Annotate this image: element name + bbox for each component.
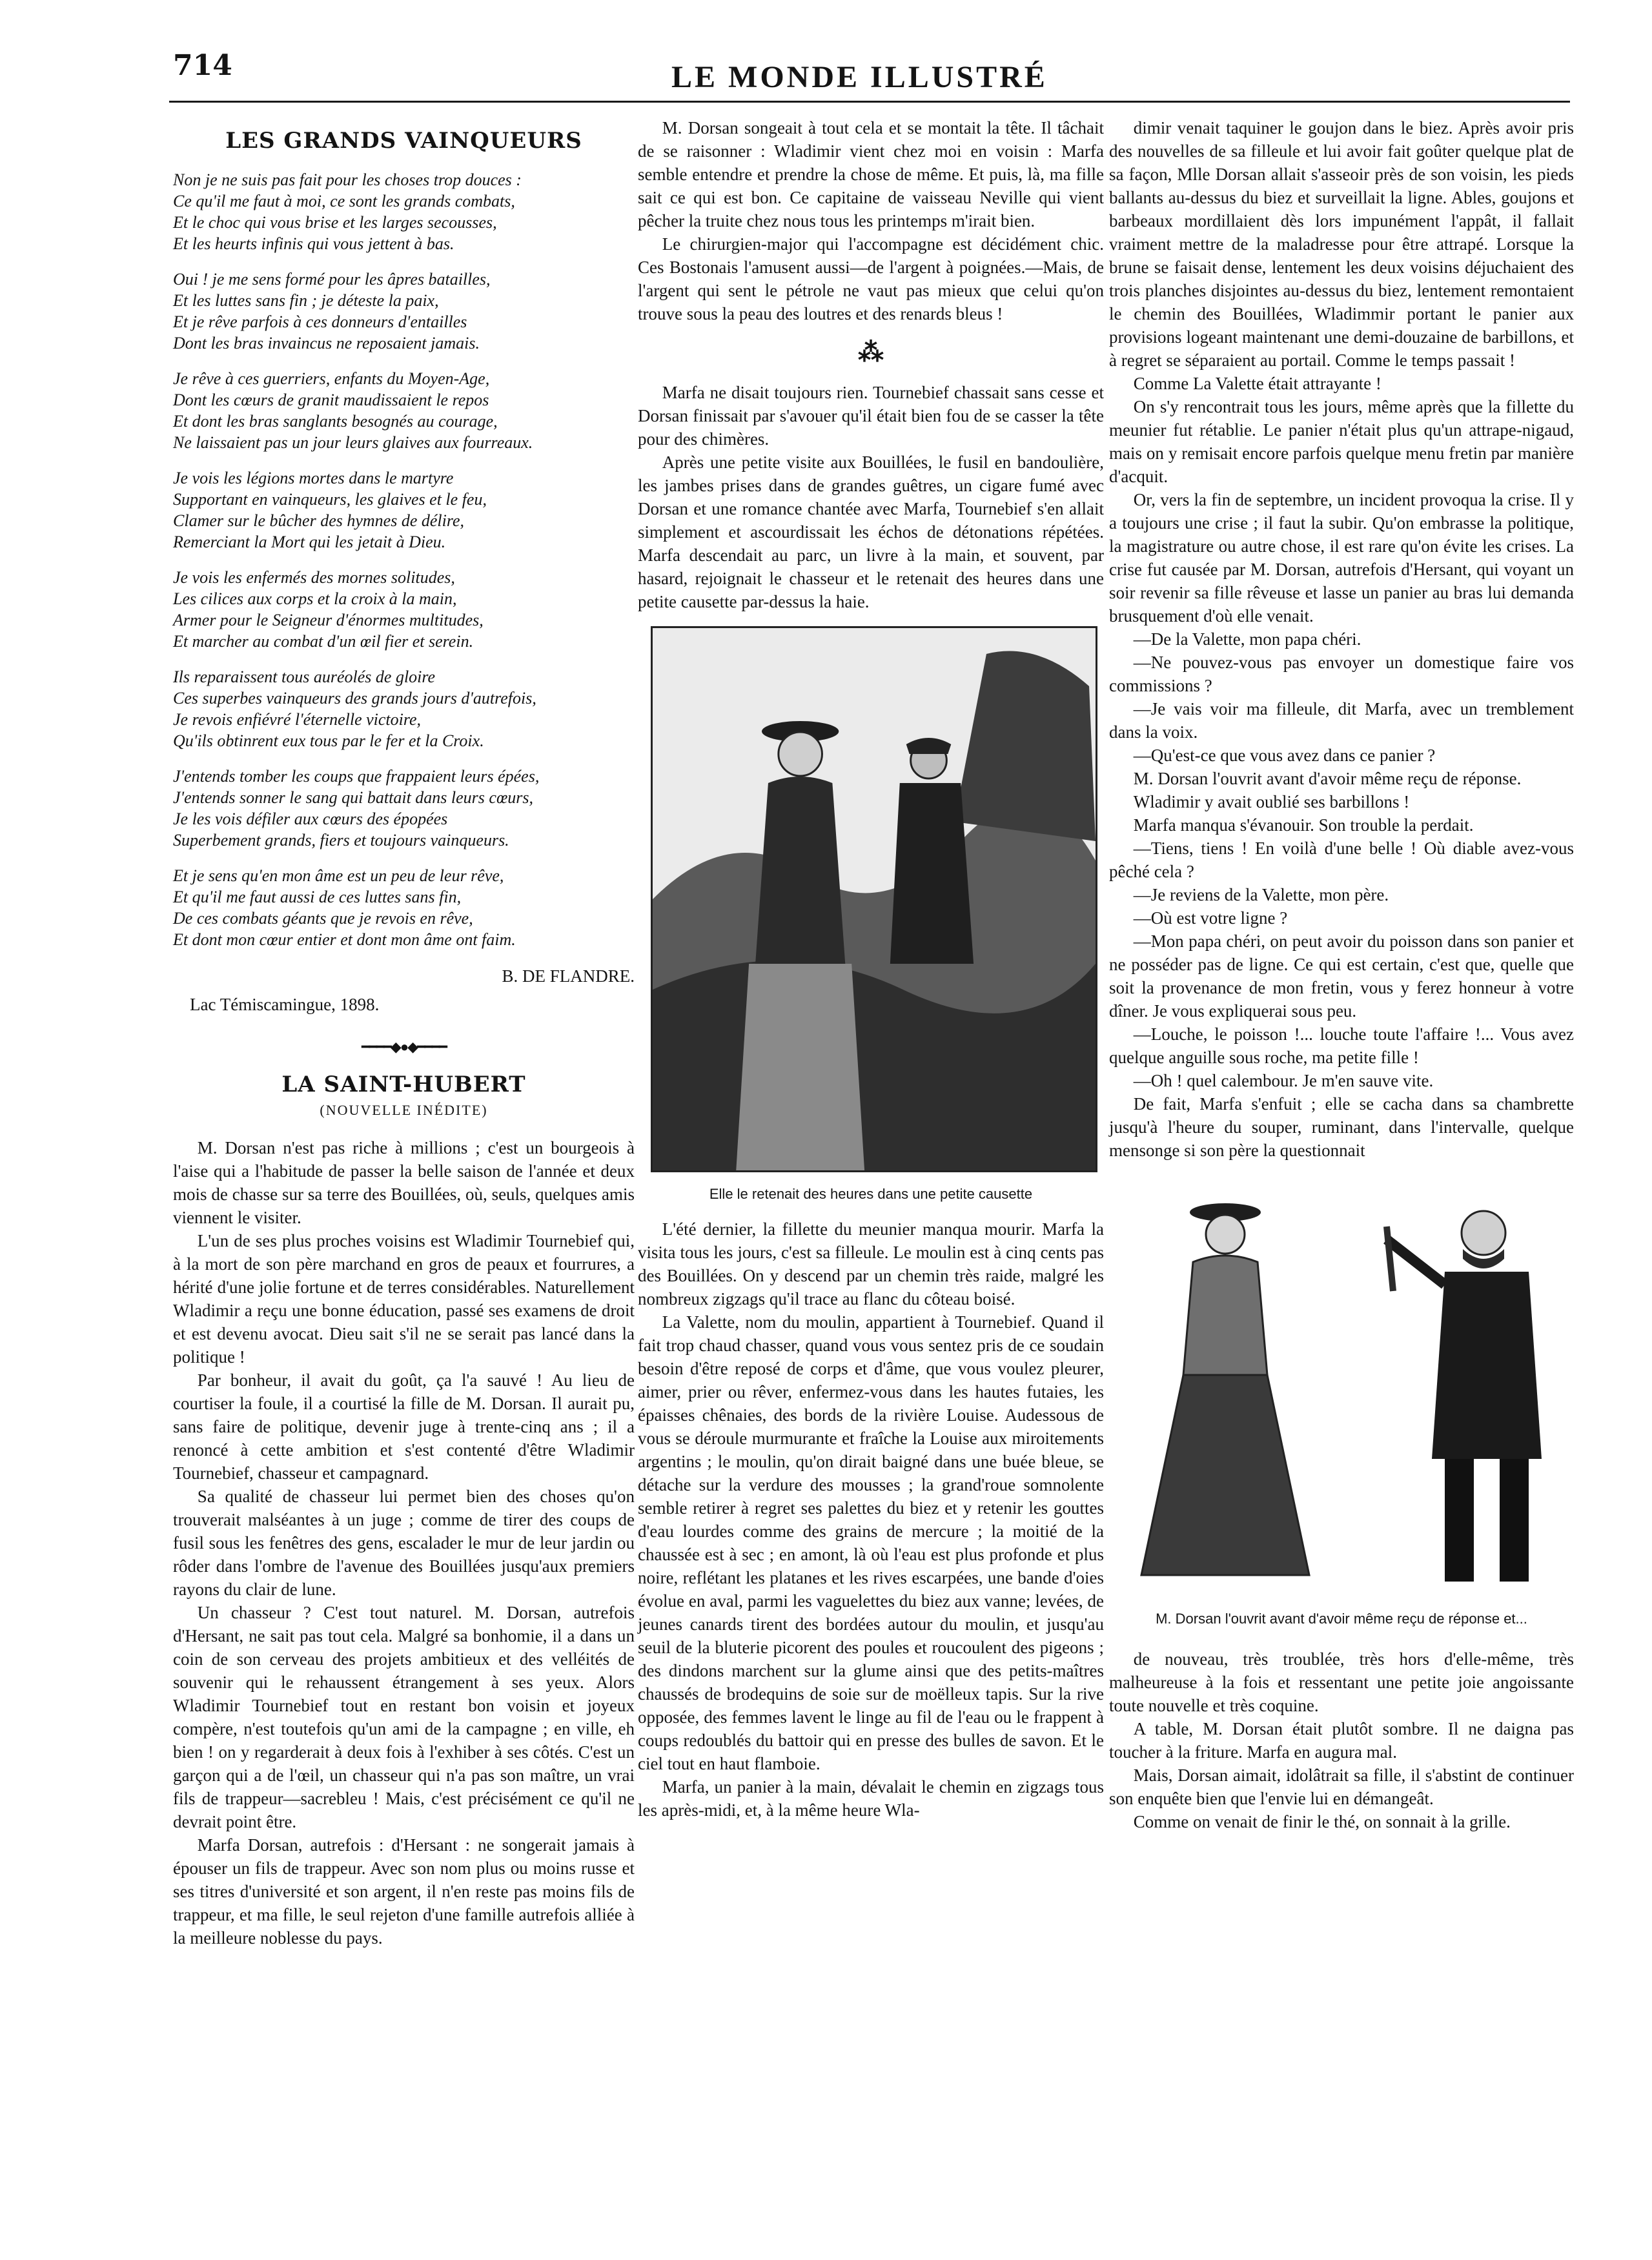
poem-body xyxy=(173,169,635,950)
paragraph: Comme on venait de finir le thé, on sonnait à la grille. xyxy=(1133,1812,1511,1831)
story-title: LA SAINT-HUBERT xyxy=(281,1072,526,1097)
column-3-text-bottom xyxy=(1109,1647,1574,1833)
poem-line: Oui ! je me sens formé pour les âpres batailles, xyxy=(173,270,491,289)
poem-line: Je les vois défiler aux cœurs des épopées xyxy=(173,809,448,828)
poem-line: Remerciant la Mort qui les jetait à Dieu. xyxy=(173,533,446,551)
paragraph: Par bonheur, il avait du goût, ça l'a sauvé ! Au lieu de courtiser la foule, il a courtisé la fille de M. Dorsan. Il aurait pu, sans faire de politique, devenir juge à trente-cinq ans ; il a renoncé à cette ambition et s'est contenté d'être Wladimir Tournebief, chasseur et campagnard. xyxy=(173,1370,635,1483)
poem-stanza xyxy=(173,865,635,950)
poem-stanza xyxy=(173,269,635,354)
paragraph: —Mon papa chéri, on peut avoir du poisson dans son panier et ne posséder pas de ligne. Ce qui est certain, c'est que, quelle que soit la provenance de mon fretin, vous y ferez honneur à votre dîner. Je vous expliquerai sous peu. xyxy=(1109,931,1574,1021)
paragraph: de nouveau, très troublée, très hors d'elle-même, très malheureuse à la fois et ressentant une petite joie angoissante toute nouvelle et très coquine. xyxy=(1109,1649,1574,1715)
poem-line: Ce qu'il me faut à moi, ce sont les grands combats, xyxy=(173,192,515,210)
poem-line: Et qu'il me faut aussi de ces luttes sans fin, xyxy=(173,888,462,906)
journal-title: LE MONDE ILLUSTRÉ xyxy=(671,60,1048,94)
paragraph: Sa qualité de chasseur lui permet bien des choses qu'on trouverait malséantes à un juge ; comme de tirer des coups de fusil sous les fenêtres des gens, escalader le mur de leur jardin ou rôder dans l'ombre de l'avenue des Bouillées jusqu'aux premiers rayons du clair de lune. xyxy=(173,1487,635,1599)
paragraph: —Je vais voir ma filleule, dit Marfa, avec un tremblement dans la voix. xyxy=(1109,699,1574,742)
poem-stanza xyxy=(173,169,635,254)
paragraph: —Je reviens de la Valette, mon père. xyxy=(1133,885,1389,904)
poem-stanza xyxy=(173,666,635,751)
poem-line: Ils reparaissent tous auréolés de gloire xyxy=(173,667,436,686)
paragraph: Marfa, un panier à la main, dévalait le chemin en zigzags tous les après-midi, et, à la même heure Wla- xyxy=(638,1777,1104,1820)
poem-line: J'entends sonner le sang qui battait dans leurs cœurs, xyxy=(173,788,534,807)
illustration-father-and-daughter xyxy=(1109,1188,1574,1601)
poem-line: Je vois les légions mortes dans le martyre xyxy=(173,469,454,487)
column-2-text-bottom xyxy=(638,1217,1104,1822)
paragraph: dimir venait taquiner le goujon dans le biez. Après avoir pris des nouvelles de sa filleule et lui avoir fait goûter quelque plat de sa façon, Mlle Dorsan allait s'asseoir près de son voisin, les pieds ballants au-dessus du biez et surveillait la ligne. Ables, goujons et barbeaux mordillaient dès lors impunément l'appât, il fallait vraiment mettre de la maladresse pour être attrapé. Lorsque la brune se faisait dense, lentement les deux voisins déjuchaient des trois planches disjointes au-dessus du biez, lentement remontaient le chemin des Bouillées, Wladimmir portant le panier aux provisions logeant maintenant une demi-douzaine de barbillons, et à regret se séparaient au portail. Comme le temps passait ! xyxy=(1109,118,1574,370)
poem-line: Et je sens qu'en mon âme est un peu de leur rêve, xyxy=(173,866,504,885)
poem-line: Dont les cœurs de granit maudissaient le repos xyxy=(173,391,489,409)
poem-line: Armer pour le Seigneur d'énormes multitudes, xyxy=(173,611,484,629)
paragraph: On s'y rencontrait tous les jours, même après que la fillette du meunier fut rétablie. Le panier n'était plus qu'un attrape-nigaud, mais on y remisait encore parfois quelque menu fretin par manière d'acquit. xyxy=(1109,397,1574,486)
paragraph: Un chasseur ? C'est tout naturel. M. Dorsan, autrefois d'Hersant, ne sait pas tout cela. Malgré sa bonhomie, il a dans un coin de son cerveau des projets ambitieux et des velléités de souvenir qui le rehaussent étrangement à ses yeux. Alors Wladimir Tournebief tout en restant bon voisin et joyeux compère, n'est toutefois qu'un ami de la campagne ; en ville, eh bien ! on y regarderait à deux fois à l'exhiber à ses côtés. C'est un garçon qui a de l'œil, un chasseur qui n'a pas son maître, un vrai fils de trappeur—sacrebleu ! Mais, c'est précisément ce qu'il ne devrait point être. xyxy=(173,1603,635,1831)
poem-line: De ces combats géants que je revois en rêve, xyxy=(173,909,473,928)
poem-stanza xyxy=(173,766,635,851)
paragraph: Marfa Dorsan, autrefois : d'Hersant : ne songerait jamais à épouser un fils de trappeur. Avec son nom plus ou moins russe et ses titres d'université et son argent, il n'en reste pas moins fils de trappeur, et ma fille, le seul rejeton d'une famille autrefois alliée à la meilleure noblesse du pays. xyxy=(173,1835,635,1948)
header-rule xyxy=(169,101,1570,103)
poem-line: Clamer sur le bûcher des hymnes de délire, xyxy=(173,511,465,530)
poem-signature: B. DE FLANDRE. xyxy=(502,966,635,986)
section-ornament: ━━━━◆●◆━━━━ xyxy=(361,1039,447,1055)
engraving-father-holding-fish xyxy=(1109,1188,1574,1601)
paragraph: Comme La Valette était attrayante ! xyxy=(1133,374,1382,393)
column-1-text xyxy=(173,1136,635,1950)
paragraph: —Ne pouvez-vous pas envoyer un domestique faire vos commissions ? xyxy=(1109,653,1574,695)
paragraph: —Louche, le poisson !... louche toute l'affaire !... Vous avez quelque anguille sous roche, ma petite fille ! xyxy=(1109,1024,1574,1067)
poem-line: Et marcher au combat d'un œil fier et serein. xyxy=(173,632,474,651)
paragraph: M. Dorsan l'ouvrit avant d'avoir même reçu de réponse. xyxy=(1133,769,1522,788)
paragraph: Wladimir y avait oublié ses barbillons ! xyxy=(1133,792,1410,811)
column-3-text-top xyxy=(1109,116,1574,1162)
poem-line: Et je rêve parfois à ces donneurs d'entailles xyxy=(173,312,467,331)
column-2-text-top xyxy=(638,116,1104,325)
poem-stanza xyxy=(173,368,635,453)
paragraph: —Qu'est-ce que vous avez dans ce panier ? xyxy=(1133,746,1436,765)
paragraph: Marfa manqua s'évanouir. Son trouble la perdait. xyxy=(1133,815,1474,835)
column-2 xyxy=(638,116,1104,1822)
story-subtitle: (NOUVELLE INÉDITE) xyxy=(320,1102,488,1118)
poem-title: LES GRANDS VAINQUEURS xyxy=(225,128,582,154)
poem-line: Et le choc qui vous brise et les larges secousses, xyxy=(173,213,497,232)
column-3 xyxy=(1109,116,1574,1833)
paragraph: Marfa ne disait toujours rien. Tournebief chassait sans cesse et Dorsan finissait par s'avouer qu'il était bien fou de se casser la tête pour des chimères. xyxy=(638,383,1104,449)
paragraph: Mais, Dorsan aimait, idolâtrait sa fille, il s'abstint de continuer son enquête bien que l'envie lui en démangeât. xyxy=(1109,1766,1574,1808)
illustration-garden-conversation xyxy=(651,626,1097,1172)
poem-line: Et les luttes sans fin ; je déteste la paix, xyxy=(173,291,439,310)
poem-line: Et les heurts infinis qui vous jettent à bas. xyxy=(173,234,454,253)
illustration-2-caption: M. Dorsan l'ouvrit avant d'avoir même reçu de réponse et... xyxy=(1156,1611,1527,1627)
paragraph: Or, vers la fin de septembre, un incident provoqua la crise. Il y a toujours une crise ; il faut la subir. Qu'on embrasse la politique, la magistrature ou autre chose, il est rare qu'on évite les crises. La crise fut causée par M. Dorsan, autrefois d'Hersant, qui voyant un soir revenir sa fille rêveuse et lasse un panier au bras lui demanda brusquement d'où elle venait. xyxy=(1109,490,1574,626)
poem-line: Je vois les enfermés des mornes solitudes, xyxy=(173,568,455,587)
paragraph: De fait, Marfa s'enfuit ; elle se cacha dans sa chambrette jusqu'à l'heure du souper, ruminant, dans l'intervalle, quelque mensonge si son père la questionnait xyxy=(1109,1094,1574,1160)
poem-line: Superbement grands, fiers et toujours vainqueurs. xyxy=(173,831,509,850)
poem-line: Ces superbes vainqueurs des grands jours d'autrefois, xyxy=(173,689,536,708)
paragraph: La Valette, nom du moulin, appartient à Tournebief. Quand il fait trop chaud chasser, quand vous vous sentez pris de ce soudain besoin d'être reposé de corps et d'âme, que vous voulez pleurer, aimer, prier ou rêver, enfermez-vous dans les hautes futaies, les épaisses chênaies, des bords de la rivière Louise. Audessous de vous se déroule murmurante et fraîche la Louise aux miroitements argentins ; le moulin, qu'on dirait baigné dans une buée bleue, se détache sur la verdure des mousses ; la grand'roue somnolente semble retirer à regret ses palettes du biez et y retenir les gouttes d'eau lourdes comme des grains de mercure ; la moitié de la chaussée est à sec ; en amont, là où l'eau est plus profonde et plus noire, reflétant les platanes et les rives escarpées, une bande d'oies évolue en aval, parmi les vaguelettes du biez aux vanne; levées, de jeunes canards tirent des bordées autour du moulin, et jusqu'au seuil de la bluterie picorent des poules et roucoulent des pigeons ; des dindons marchent sur la glume ainsi que des petits-maîtres chaussés de brodequins de soie sur de moëlleux tapis. Sur la rive opposée, des femmes lavent le linge au fil de l'eau ou le frappent à coups redoublés du battoir qui en presse des bulles de savon. Et le ciel tout en haut flamboie. xyxy=(638,1312,1104,1773)
poem-line: Ne laissaient pas un jour leurs glaives aux fourreaux. xyxy=(173,433,533,452)
paragraph: —De la Valette, mon papa chéri. xyxy=(1133,629,1361,649)
poem-line: Et dont mon cœur entier et dont mon âme ont faim. xyxy=(173,930,516,949)
poem-place-date: Lac Témiscamingue, 1898. xyxy=(190,995,380,1014)
paragraph: Le chirurgien-major qui l'accompagne est décidément chic. Ces Bostonais l'amusent aussi—de l'argent à poignées.—Mais, de l'argent qui sent le pétrole ne vaut pas mieux que celui qu'on trouve sous la peau des loutres et des renards bleus ! xyxy=(638,234,1104,323)
paragraph: Après une petite visite aux Bouillées, le fusil en bandoulière, les jambes prises dans de grandes guêtres, un cigare fumé avec Dorsan et une romance chantée avec Marfa, Tournebief s'en allait simplement et ascourdissait les échos de détonations répétées. Marfa descendait au parc, un livre à la main, et souvent, par hasard, rejoignait le chasseur et le retenait des heures dans une petite causette par-dessus la haie. xyxy=(638,453,1104,611)
poem-line: Je rêve à ces guerriers, enfants du Moyen-Age, xyxy=(173,369,490,388)
paragraph: —Tiens, tiens ! En voilà d'une belle ! Où diable avez-vous pêché cela ? xyxy=(1109,839,1574,881)
illustration-1-caption: Elle le retenait des heures dans une petite causette xyxy=(709,1186,1033,1202)
column-2-text-mid xyxy=(638,381,1104,613)
column-1 xyxy=(173,116,635,1950)
paragraph: M. Dorsan n'est pas riche à millions ; c'est un bourgeois à l'aise qui a l'habitude de passer la belle saison de l'année et deux mois de chasse sur sa terre des Bouillées, où, seuls, quelques amis viennent le visiter. xyxy=(173,1138,635,1227)
poem-line: Je revois enfiévré l'éternelle victoire, xyxy=(173,710,422,729)
paragraph: —Où est votre ligne ? xyxy=(1133,908,1288,928)
paragraph: M. Dorsan songeait à tout cela et se montait la tête. Il tâchait de se raisonner : Wladimir vient chez moi en voisin : Marfa semble entendre et prendre la chose de même. Et puis, là, ma fille sait ce qui est bon. Ce capitaine de vaisseau Neville qui vient pêcher la truite chez nous tous les printemps m'irait bien. xyxy=(638,118,1104,230)
paragraph: A table, M. Dorsan était plutôt sombre. Il ne daigna pas toucher à la friture. Marfa en augura mal. xyxy=(1109,1719,1574,1762)
poem-line: Supportant en vainqueurs, les glaives et le feu, xyxy=(173,490,487,509)
poem-line: Dont les bras invaincus ne reposaient jamais. xyxy=(173,334,480,352)
poem-stanza xyxy=(173,567,635,652)
poem-line: Les cilices aux corps et la croix à la main, xyxy=(173,589,457,608)
paragraph: —Oh ! quel calembour. Je m'en sauve vite. xyxy=(1133,1071,1434,1090)
paragraph: L'été dernier, la fillette du meunier manqua mourir. Marfa la visita tous les jours, c'est sa filleule. Le moulin est à cinq cents pas des Bouillées. On y descend par un chemin très raide, malgré les nombreux zigzags qu'il trace au flanc du côteau boisé. xyxy=(638,1219,1104,1308)
poem-line: Qu'ils obtinrent eux tous par le fer et la Croix. xyxy=(173,731,484,750)
page-number: 714 xyxy=(173,49,232,82)
engraving-woman-and-hunter xyxy=(653,628,1096,1170)
poem-line: Et dont les bras sanglants besognés au courage, xyxy=(173,412,498,431)
poem-stanza xyxy=(173,467,635,553)
poem-line: J'entends tomber les coups que frappaient leurs épées, xyxy=(173,767,540,786)
paragraph: L'un de ses plus proches voisins est Wladimir Tournebief qui, à la mort de son père marchand en gros de peaux et fourrures, a hérité d'une jolie fortune et de terres considérables. Naturellement Wladimir a reçu une bonne éducation, passé ses examens de droit et est devenu avocat. Dieu sait s'il ne se serait pas lancé dans la politique ! xyxy=(173,1231,635,1367)
section-mark: ⁂ xyxy=(858,338,884,367)
poem-line: Non je ne suis pas fait pour les choses trop douces : xyxy=(173,170,522,189)
